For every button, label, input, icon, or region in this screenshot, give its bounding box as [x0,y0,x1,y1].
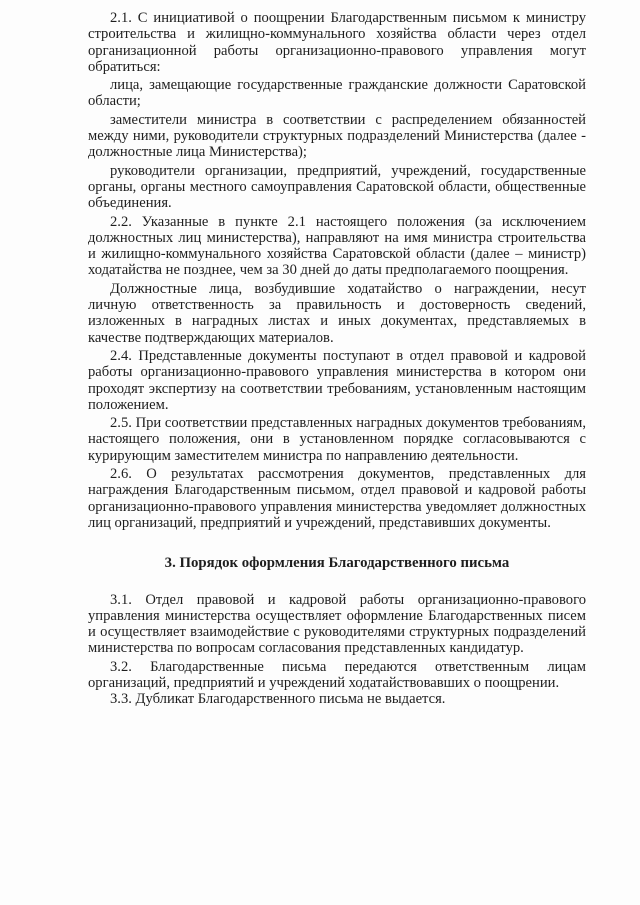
paragraph-3-3: 3.3. Дубликат Благодарственного письма не выдается. [110,691,446,708]
paragraph-deputies: заместители министра в соответствии с распределением обязанностей между ними, руководители структурных подразделений Министерства (далее - должностные лица Министерства); [88,111,586,161]
paragraph-2-5: 2.5. При соответствии представленных наградных документов требованиям, настоящего положения, они в установленном порядке согласовываются с курирующим заместителем министра по направлению деятельности. [88,415,586,464]
paragraph-2-6: 2.6. О результатах рассмотрения документов, представленных для награждения Благодарственным письмом, отдел правовой и кадровой работы организационно-правового управления министерства уведомляет должностных лиц организаций, предприятий и учреждений, представивших документы. [88,466,586,531]
paragraph-2-4: 2.4. Представленные документы поступают в отдел правовой и кадровой работы организационно-правового управления министерства в котором они проходят экспертизу на соответствии требованиям, установленным настоящим положением. [88,347,586,413]
paragraph-responsibility: Должностные лица, возбудившие ходатайство о награждении, несут личную ответственность за правильность и достоверность сведений, изложенных в наградных листах и иных документах, представляемых в качестве подтверждающих материалов. [88,280,586,346]
paragraph-officials: лица, замещающие государственные гражданские должности Саратовской области; [88,77,586,110]
paragraph-organizations: руководители организации, предприятий, учреждений, государственные органы, органы местного самоуправления Саратовской области, общественные объединения. [88,162,586,212]
paragraph-2-2: 2.2. Указанные в пункте 2.1 настоящего положения (за исключением должностных лиц министерства), направляют на имя министра строительства и жилищно-коммунального хозяйства Саратовской области (далее – министр) ходатайства не позднее, чем за 30 дней до даты предполагаемого поощрения. [88,213,586,279]
paragraph-3-2: 3.2. Благодарственные письма передаются ответственным лицам организаций, предприятий и учреждений ходатайствовавших о поощрении. [88,658,586,691]
section-heading: 3. Порядок оформления Благодарственного письма [164,555,510,572]
paragraph-2-1: 2.1. С инициативой о поощрении Благодарственным письмом к министру строительства и жилищно-коммунального хозяйства области через отдел организационной работы организационно-правового управления могут обратиться: [88,10,586,75]
paragraph-3-1: 3.1. Отдел правовой и кадровой работы организационно-правового управления министерства осуществляет оформление Благодарственных писем и осуществляет взаимодействие с руководителями структурных подразделений министерства по вопросам согласования представленных кандидатур. [88,591,586,657]
document-body [88,10,586,708]
